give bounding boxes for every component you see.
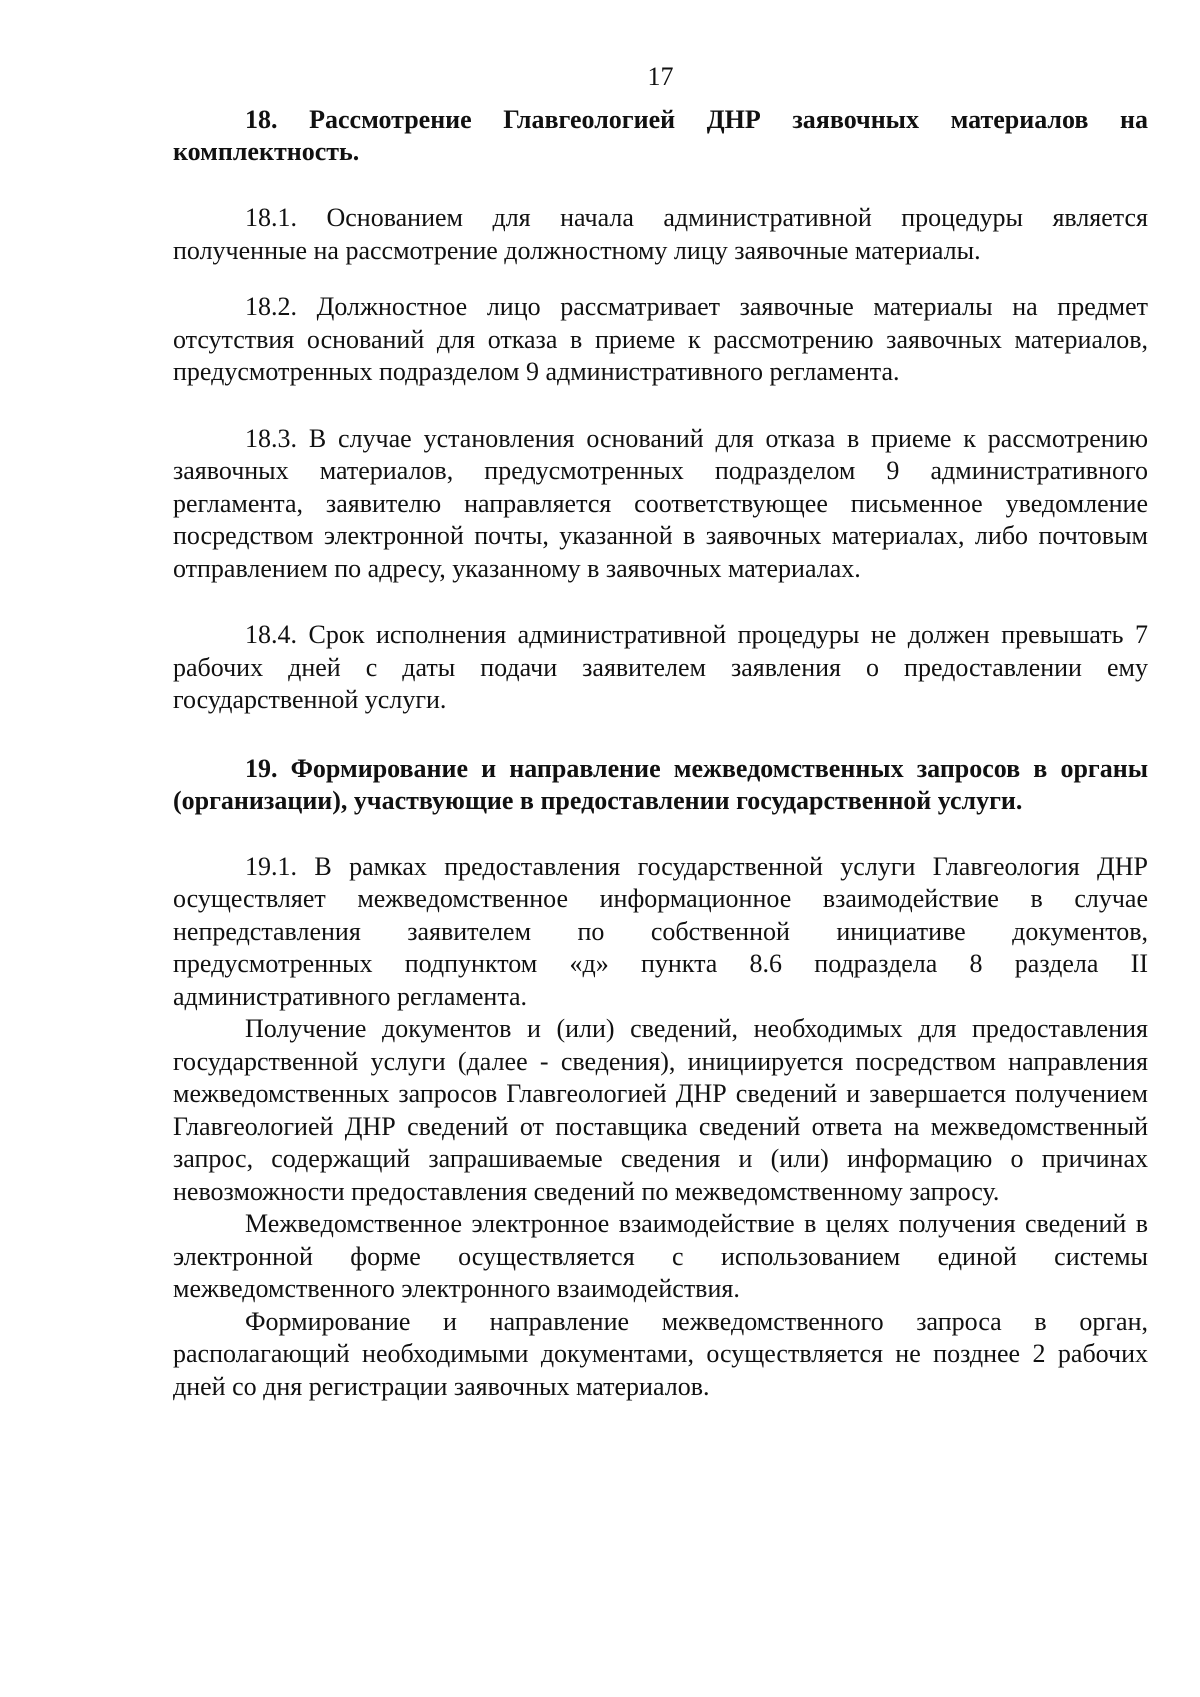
paragraph-18-3: 18.3. В случае установления оснований для отказа в приеме к рассмотрению заявочных материалов, предусмотренных подразделом 9 административного регламента, заявителю направляется соответствующее письменное уведомление посредством электронной почты, указанной в заявочных материалах, либо почтовым отправлением по адресу, указанному в заявочных материалах. xyxy=(173,423,1148,583)
paragraph-19-4: Формирование и направление межведомственного запроса в орган, располагающий необходимыми документами, осуществляется не позднее 2 рабочих дней со дня регистрации заявочных материалов. xyxy=(173,1306,1148,1401)
paragraph-19-2: Получение документов и (или) сведений, необходимых для предоставления государственной услуги (далее - сведения), инициируется посредством направления межведомственных запросов Главгеологией ДНР сведений и завершается получением Главгеологией ДНР сведений от поставщика сведений ответа на межведомственный запрос, содержащий запрашиваемые сведения и (или) информацию о причинах невозможности предоставления сведений по межведомственному запросу. xyxy=(173,1014,1148,1206)
paragraph-18-4: 18.4. Срок исполнения административной процедуры не должен превышать 7 рабочих дней с даты подачи заявителем заявления о предоставлении ему государственной услуги. xyxy=(173,620,1148,714)
paragraph-18-2: 18.2. Должностное лицо рассматривает заявочные материалы на предмет отсутствия оснований для отказа в приеме к рассмотрению заявочных материалов, предусмотренных подразделом 9 административного регламента. xyxy=(173,292,1148,386)
page-number: 17 xyxy=(647,62,674,91)
paragraph-19-3: Межведомственное электронное взаимодействие в целях получения сведений в электронной форме осуществляется с использованием единой системы межведомственного электронного взаимодействия. xyxy=(173,1209,1148,1303)
section-19-heading: 19. Формирование и направление межведомственных запросов в органы (организации), участвующие в предоставлении государственной услуги. xyxy=(173,753,1148,815)
paragraph-19-1: 19.1. В рамках предоставления государственной услуги Главгеология ДНР осуществляет межведомственное информационное взаимодействие в случае непредставления заявителем по собственной инициативе документов, предусмотренных подпунктом «д» пункта 8.6 подраздела 8 раздела II административного регламента. xyxy=(173,851,1148,1011)
paragraph-18-1: 18.1. Основанием для начала административной процедуры является полученные на рассмотрение должностному лицу заявочные материалы. xyxy=(173,203,1148,265)
document-page xyxy=(173,62,1148,1403)
section-18-heading: 18. Рассмотрение Главгеологией ДНР заявочных материалов на комплектность. xyxy=(173,105,1148,166)
